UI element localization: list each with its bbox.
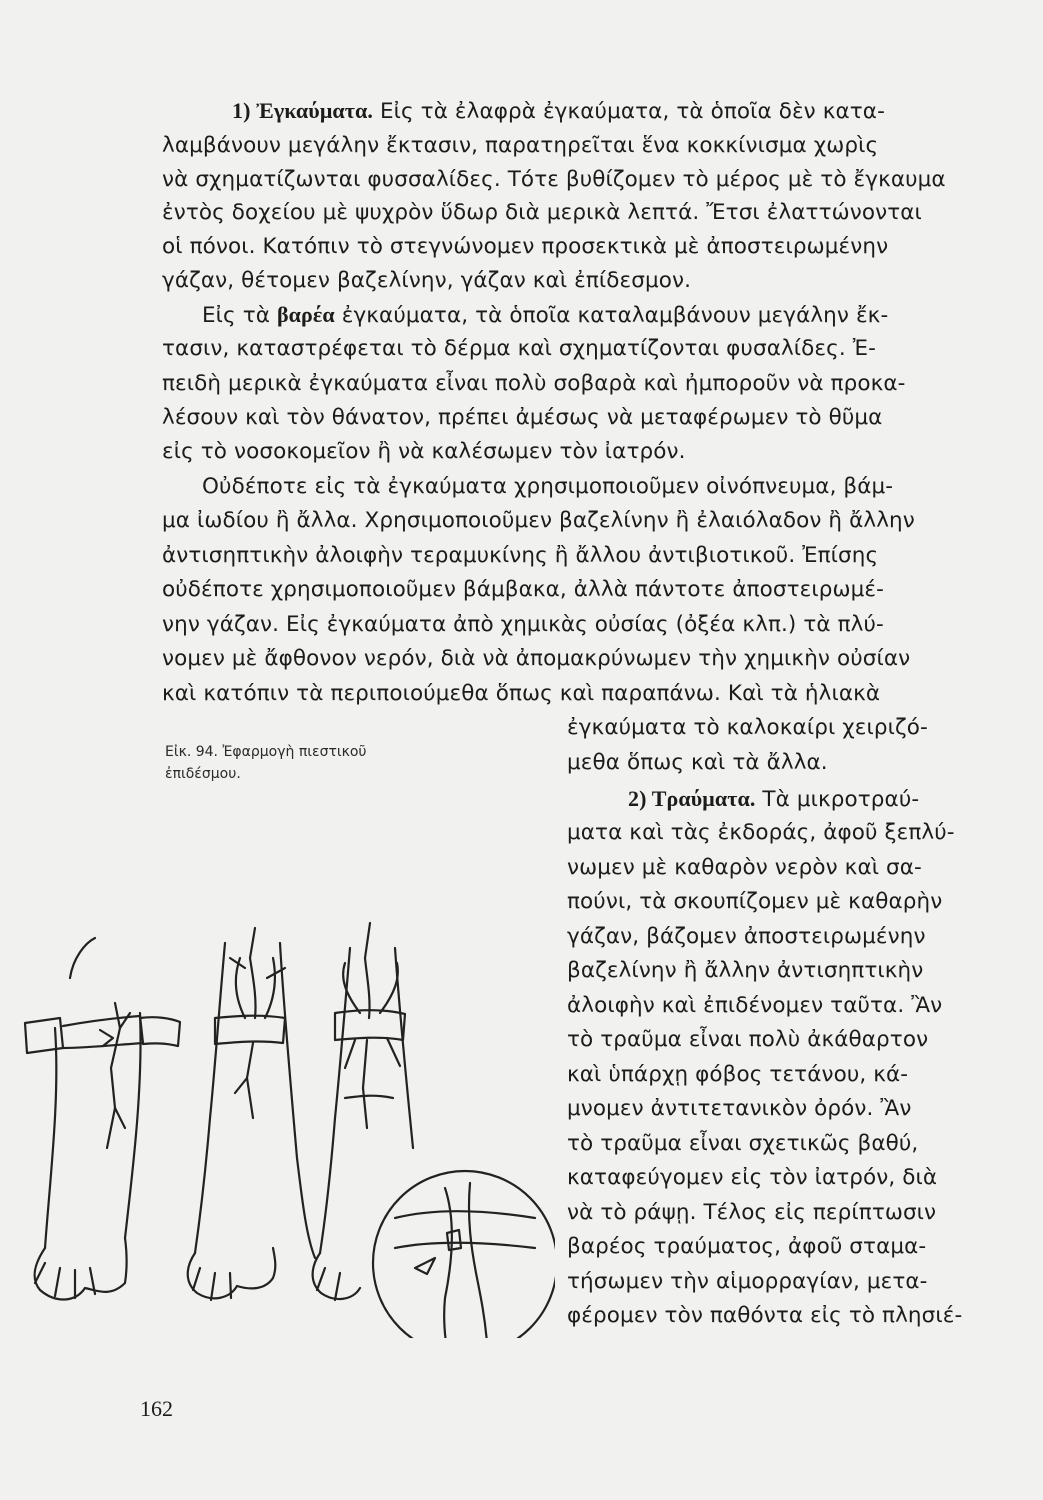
section2-line-3: γάζαν, βάζομεν ἀποστειρωμένην — [567, 924, 926, 949]
section2-first-line — [628, 784, 1043, 815]
para2-start: Εἰς τὰ — [202, 303, 271, 328]
arm-3-drawing — [313, 923, 413, 1300]
para3-line-6: καὶ κατόπιν τὰ περιποιούμεθα ὅπως καὶ παραπάνω. Καὶ τὰ ἡλιακὰ — [162, 681, 881, 706]
para3-line-4: νην γάζαν. Εἰς ἐγκαύματα ἀπὸ χημικὰς οὐσίας (ὀξέα κλπ.) τὰ πλύ- — [162, 612, 884, 637]
section1-line-2: νὰ σχηματίζωνται φυσσαλίδες. Τότε βυθίζομεν τὸ μέρος μὲ τὸ ἔγκαυμα — [162, 167, 946, 192]
para3-line-1: μα ἰωδίου ἢ ἄλλα. Χρησιμοποιοῦμεν βαζελίνην ἢ ἐλαιόλαδον ἢ ἄλλην — [162, 508, 915, 533]
section1-line-3: ἐντὸς δοχείου μὲ ψυχρὸν ὕδωρ διὰ μερικὰ λεπτά. Ἔτσι ἐλαττώνονται — [162, 200, 922, 225]
figure-caption-line1: Εἰκ. 94. Ἐφαρμογὴ πιεστικοῦ — [165, 744, 367, 760]
para2-line-2: λέσουν καὶ τὸν θάνατον, πρέπει ἀμέσως νὰ μεταφέρωμεν τὸ θῦμα — [162, 405, 883, 430]
magnified-inset-drawing — [373, 1171, 555, 1338]
right-col-line-1: μεθα ὅπως καὶ τὰ ἄλλα. — [567, 750, 828, 775]
para2-line-0: τασιν, καταστρέφεται τὸ δέρμα καὶ σχηματίζονται φυσαλίδες. Ἐ- — [162, 336, 876, 361]
section2-line-7: καὶ ὑπάρχῃ φόβος τετάνου, κά- — [567, 1062, 909, 1087]
para3-line-2: ἀντισηπτικὴν ἀλοιφὴν τεραμυκίνης ἢ ἄλλου ἀντιβιοτικοῦ. Ἐπίσης — [162, 543, 879, 568]
right-col-line-0: ἐγκαύματα τὸ καλοκαίρι χειριζό- — [567, 715, 928, 740]
section1-para2-first-line — [202, 300, 1043, 331]
section1-line-5: γάζαν, θέτομεν βαζελίνην, γάζαν καὶ ἐπίδεσμον. — [162, 268, 692, 293]
para3-line-3: οὐδέποτε χρησιμοποιοῦμεν βάμβακα, ἀλλὰ πάντοτε ἀποστειρωμέ- — [162, 577, 884, 602]
section2-line-5: ἀλοιφὴν καὶ ἐπιδένομεν ταῦτα. Ἂν — [567, 993, 943, 1018]
section1-line-1: λαμβάνουν μεγάλην ἔκτασιν, παρατηρεῖται ἕνα κοκκίνισμα χωρὶς — [162, 133, 879, 158]
para2-line-1: πειδὴ μερικὰ ἐγκαύματα εἶναι πολὺ σοβαρὰ καὶ ἠμποροῦν νὰ προκα- — [162, 371, 906, 396]
section2-line-4: βαζελίνην ἢ ἄλλην ἀντισηπτικὴν — [567, 958, 924, 983]
para3-line-0: Οὐδέποτε εἰς τὰ ἐγκαύματα χρησιμοποιοῦμεν οἰνόπνευμα, βάμ- — [202, 474, 894, 499]
section2-line-10: καταφεύγομεν εἰς τὸν ἰατρόν, διὰ — [567, 1165, 938, 1190]
section2-line-1: νωμεν μὲ καθαρὸν νερὸν καὶ σα- — [567, 855, 922, 880]
section1-heading: 1) Ἐγκαύματα. — [232, 98, 373, 123]
section1-line-0: Εἰς τὰ ἐλαφρὰ ἐγκαύματα, τὰ ὁποῖα δὲν κατα- — [379, 99, 885, 124]
para3-line-5: νομεν μὲ ἄφθονον νερόν, διὰ νὰ ἀπομακρύνωμεν τὴν χημικὴν οὐσίαν — [162, 646, 911, 671]
section2-heading: 2) Τραύματα. — [628, 786, 756, 811]
section2-line-6: τὸ τραῦμα εἶναι πολὺ ἀκάθαρτον — [567, 1027, 929, 1052]
pressure-bandage-illustration — [15, 918, 555, 1338]
section1-line-4: οἱ πόνοι. Κατόπιν τὸ στεγνώνομεν προσεκτικὰ μὲ ἀποστειρωμένην — [162, 234, 889, 259]
arm-2-drawing — [188, 928, 315, 1300]
section2-line-11: νὰ τὸ ράψῃ. Τέλος εἰς περίπτωσιν — [567, 1200, 937, 1225]
arm-drawings-svg — [15, 918, 555, 1338]
section2-line-14: φέρομεν τὸν παθόντα εἰς τὸ πλησιέ- — [567, 1303, 963, 1328]
section2-first-line-rest: Τὰ μικροτραύ- — [762, 787, 920, 812]
para2-line-3: εἰς τὸ νοσοκομεῖον ἢ νὰ καλέσωμεν τὸν ἰατρόν. — [162, 439, 686, 464]
section2-line-8: μνομεν ἀντιτετανικὸν ὀρόν. Ἂν — [567, 1096, 912, 1121]
para2-bold-word: βαρέα — [276, 302, 335, 327]
arm-1-drawing — [25, 938, 180, 1300]
section2-line-13: τήσωμεν τὴν αἱμορραγίαν, μετα- — [567, 1269, 928, 1294]
section2-line-0: ματα καὶ τὰς ἐκδοράς, ἀφοῦ ξεπλύ- — [567, 820, 955, 845]
section2-line-9: τὸ τραῦμα εἶναι σχετικῶς βαθύ, — [567, 1131, 919, 1156]
para2-rest: ἐγκαύματα, τὰ ὁποῖα καταλαμβάνουν μεγάλην ἔκ- — [341, 303, 889, 328]
section2-line-12: βαρέος τραύματος, ἀφοῦ σταμα- — [567, 1234, 927, 1259]
page-number: 162 — [140, 1396, 173, 1421]
figure-caption-line2: ἐπιδέσμου. — [165, 766, 241, 782]
section2-line-2: πούνι, τὰ σκουπίζομεν μὲ καθαρὴν — [567, 889, 943, 914]
section1-first-line — [232, 96, 1043, 127]
